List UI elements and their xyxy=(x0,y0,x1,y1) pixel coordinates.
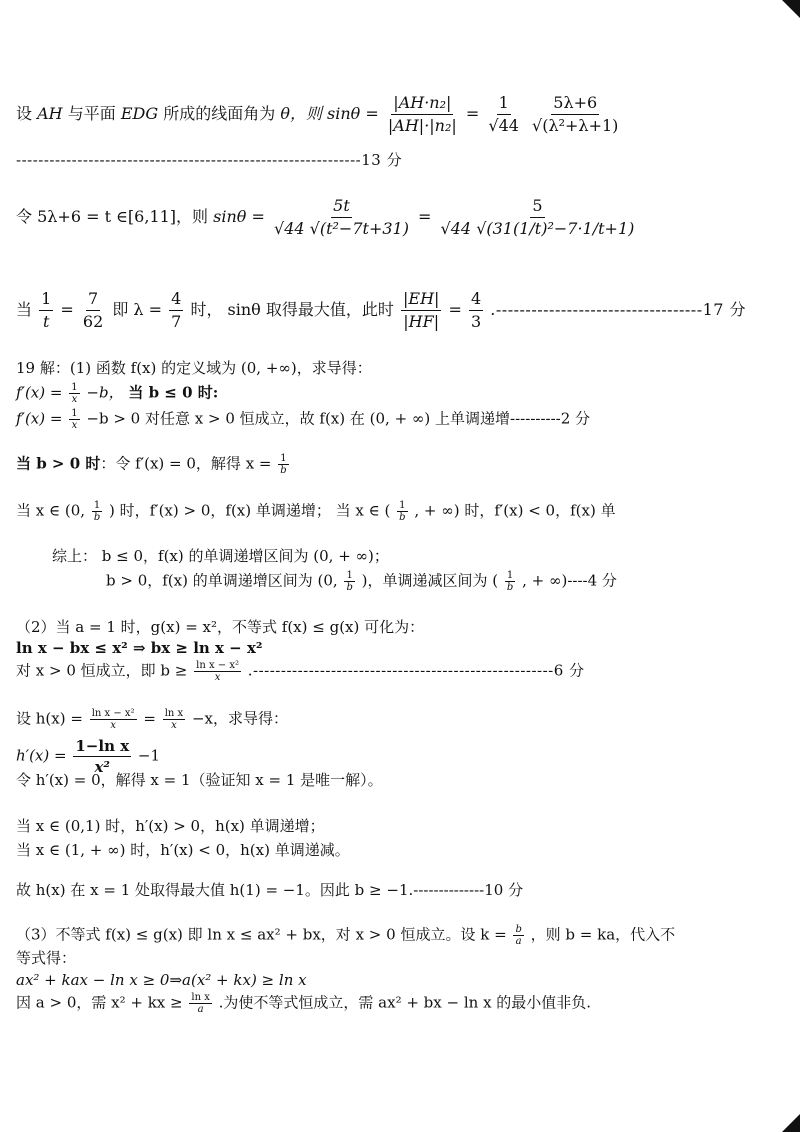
q19-monotonic-intervals: 当 x ∈ (0, $\frac{1}{b}$ ) 时，f′(x) > 0，f(x) 单调递增； 当 x ∈ ( $\frac{1}{b}$ , + ∞) 时，f′(x) < 0，f(x) 单 xyxy=(16,500,616,523)
q19-case-b-nonpositive: f′(x) = $\frac{1}{x}$ −b > 0 对任意 x > 0 恒成立，故 f(x) 在 (0, + ∞) 上单调递增----------2 分 xyxy=(16,408,591,431)
q19-solve-h: 令 h′(x) = 0，解得 x = 1（验证知 x = 1 是唯一解）。 xyxy=(16,771,383,789)
max-value-line: 当 $\frac{1}{t}$ = $\frac{7}{62}$ 即 λ = $\frac{4}{7}$ 时， sinθ 取得最大值，此时 $\frac{|EH|}{|HF|}$ = $\frac{4}{3}$ .-----------------------------------17 分 xyxy=(16,289,747,331)
q19-part3-conclusion: 因 a > 0，需 x² + kx ≥ $\frac{\text{ln x}}{a}$ .为使不等式恒成立，需 ax² + bx − ln x 的最小值非负. xyxy=(16,992,592,1015)
q19-h-derivative: h′(x) = $\frac{\text{1−ln x}}{\text{x²}}$ −1 xyxy=(16,737,161,776)
substitution-line: 令 5λ+6 = t ∈[6,11]，则 sinθ = $\frac{5t}{\text{√44 √(t²−7t+31)}}$ = $\frac{5}{\text{√44 √(31(1/t)²−7·1/t+1)}}$ xyxy=(16,196,635,238)
q19-define-h: 设 h(x) = $\frac{\text{ln x − x²}}{x}$ = $\frac{\text{ln x}}{x}$ −x，求导得： xyxy=(16,708,288,731)
q19-part3-cont: 等式得： xyxy=(16,949,77,967)
score-13-line: --------------------------------------------------------------13 分 xyxy=(16,151,403,169)
q19-part2-b-bound: 对 x > 0 恒成立，即 b ≥ $\frac{\text{ln x − x²}}{x}$ .------------------------------------------------------6 分 xyxy=(16,660,585,683)
q19-case-b-positive: 当 b > 0 时：令 f′(x) = 0，解得 x = $\frac{1}{b}$ xyxy=(16,453,287,476)
corner-mark-top-right xyxy=(782,0,800,18)
q19-summary-1: 综上： b ≤ 0，f(x) 的单调递增区间为 (0, + ∞)； xyxy=(52,547,389,565)
q19-part3-intro: （3）不等式 f(x) ≤ g(x) 即 ln x ≤ ax² + bx，对 x > 0 恒成立。设 k = $\frac{b}{a}$ ，则 b = ka，代入不 xyxy=(16,924,676,947)
q19-summary-2: b > 0，f(x) 的单调递增区间为 (0, $\frac{1}{b}$ )，单调递减区间为 ( $\frac{1}{b}$ , + ∞)----4 分 xyxy=(106,570,617,593)
q19-intro: 19 解：(1) 函数 f(x) 的定义域为 (0, +∞)，求导得： xyxy=(16,359,372,377)
q19-part3-ineq: ax² + kax − ln x ≥ 0⇒a(x² + kx) ≥ ln x xyxy=(16,971,307,989)
q19-h-decreasing: 当 x ∈ (1, + ∞) 时，h′(x) < 0，h(x) 单调递减。 xyxy=(16,841,350,859)
corner-mark-bottom-right xyxy=(782,1114,800,1132)
q19-part2-intro: （2）当 a = 1 时，g(x) = x²，不等式 f(x) ≤ g(x) 可化为： xyxy=(16,618,425,636)
q19-derivative: f′(x) = $\frac{1}{x}$ −b， 当 b ≤ 0 时: xyxy=(16,382,219,405)
q19-h-increasing: 当 x ∈ (0,1) 时，h′(x) > 0，h(x) 单调递增； xyxy=(16,817,325,835)
q19-part2-ineq: ln x − bx ≤ x² ⇒ bx ≥ ln x − x² xyxy=(16,639,263,657)
q19-h-max: 故 h(x) 在 x = 1 处取得最大值 h(1) = −1。因此 b ≥ −1.--------------10 分 xyxy=(16,881,524,899)
sin-theta-formula-line: 设 AH 与平面 EDG 所成的线面角为 θ，则 sinθ = $\frac{\text{|AH·n₂|}}{\text{|AH|·|n₂|}}$ = $\frac{1}{√44}$ $\frac{5\lambda+6}{\text{√(λ²+λ+1)}}$ xyxy=(16,93,619,135)
